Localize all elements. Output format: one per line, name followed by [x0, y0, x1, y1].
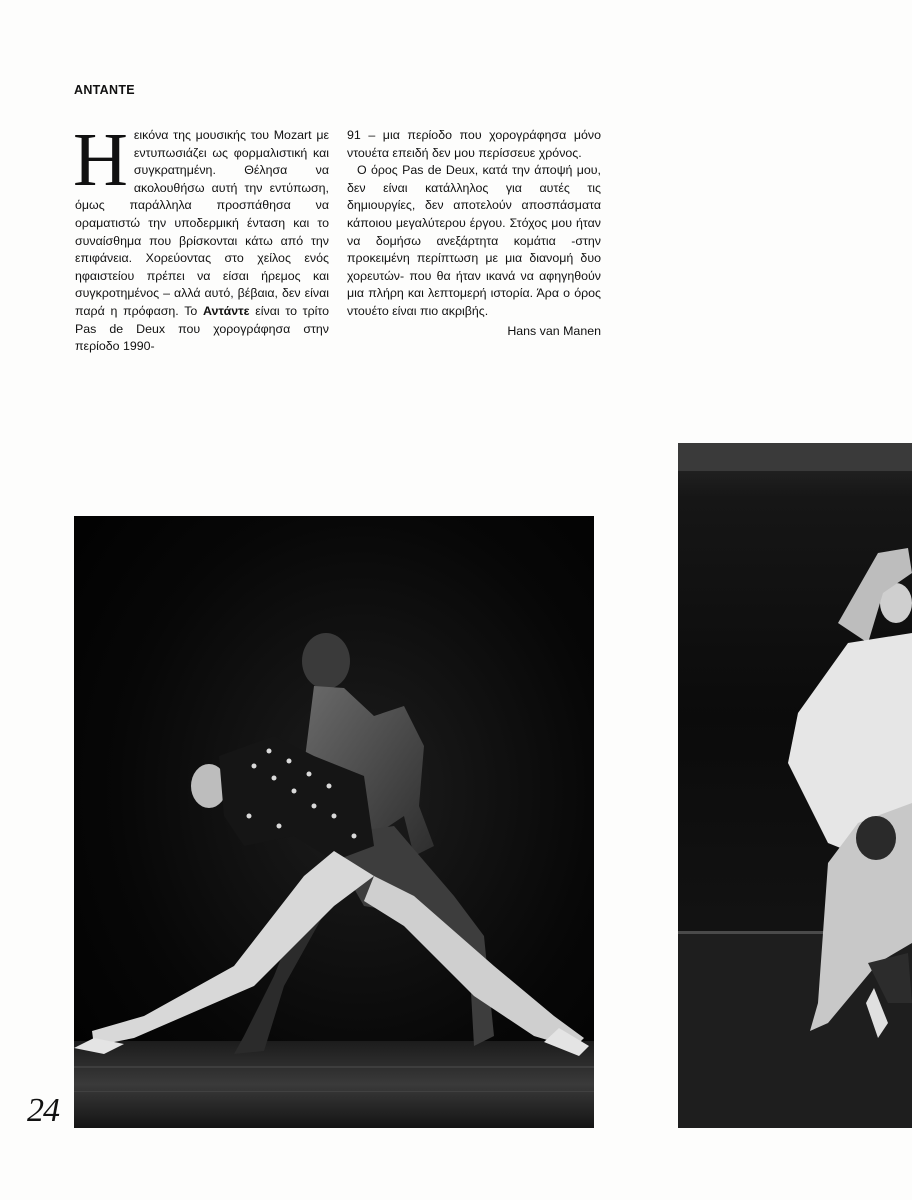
article-paragraph: Ο όρος Pas de Deux, κατά την άποψή μου, δεν είναι κατάλληλος για αυτές τις δημιουργίες, δεν αποτελούν αποσπάσματα κάποιου μεγαλύτερου έργου. Στόχος μου ήταν να δομήσω ανεξάρτητα κομάτια -στην προκειμένη περίπτωση με μια διανομή δυο χορευτών- που θα ήταν ικανά να αφηγηθούν μια πλήρη και λεπτομερή ιστορία. Άρα ο όρος ντουέτο είναι πιο ακριβής.	[347, 163, 601, 318]
article-column-right	[347, 127, 601, 340]
page-number: 24	[27, 1092, 59, 1129]
paragraph-text: εικόνα της μουσικής του Mozart με εντυπωσιάζει ως φορμαλιστική και συγκρατημένη. Θέλησα να ακολουθήσω αυτή την εντύπωση, όμως παράλληλα προσπάθησα να οραματιστώ την υποδερμική ένταση και το συναίσθημα που βρίσκονται κάτω από την επιφάνεια. Χορεύοντας στο χείλος ενός ηφαιστείου πρέπει να είσαι ήρεμος και συγκροτημένος – αλλά αυτό, βέβαια, δεν είναι παρά η πρόφαση. Το	[75, 128, 329, 318]
article-paragraph	[73, 118, 329, 356]
article-column-left	[73, 118, 329, 356]
side-photo	[678, 443, 912, 1128]
paragraph-text-end: είναι το τρίτο Pas de Deux που χορογράφησα στην περίοδο 1990-	[75, 303, 329, 354]
side-photo-illustration	[678, 443, 912, 1128]
author-signature: Hans van Manen	[507, 323, 601, 338]
duet-photo-illustration	[74, 516, 594, 1128]
section-title: ANTANTE	[74, 83, 135, 97]
work-title-inline: Αντάντε	[203, 303, 250, 318]
article-paragraph: 91 – μια περίοδο που χορογράφησα μόνο ντουέτα επειδή δεν μου περίσσευε χρόνος.	[347, 128, 601, 160]
drop-cap: Η	[73, 118, 128, 202]
duet-photo	[74, 516, 594, 1128]
